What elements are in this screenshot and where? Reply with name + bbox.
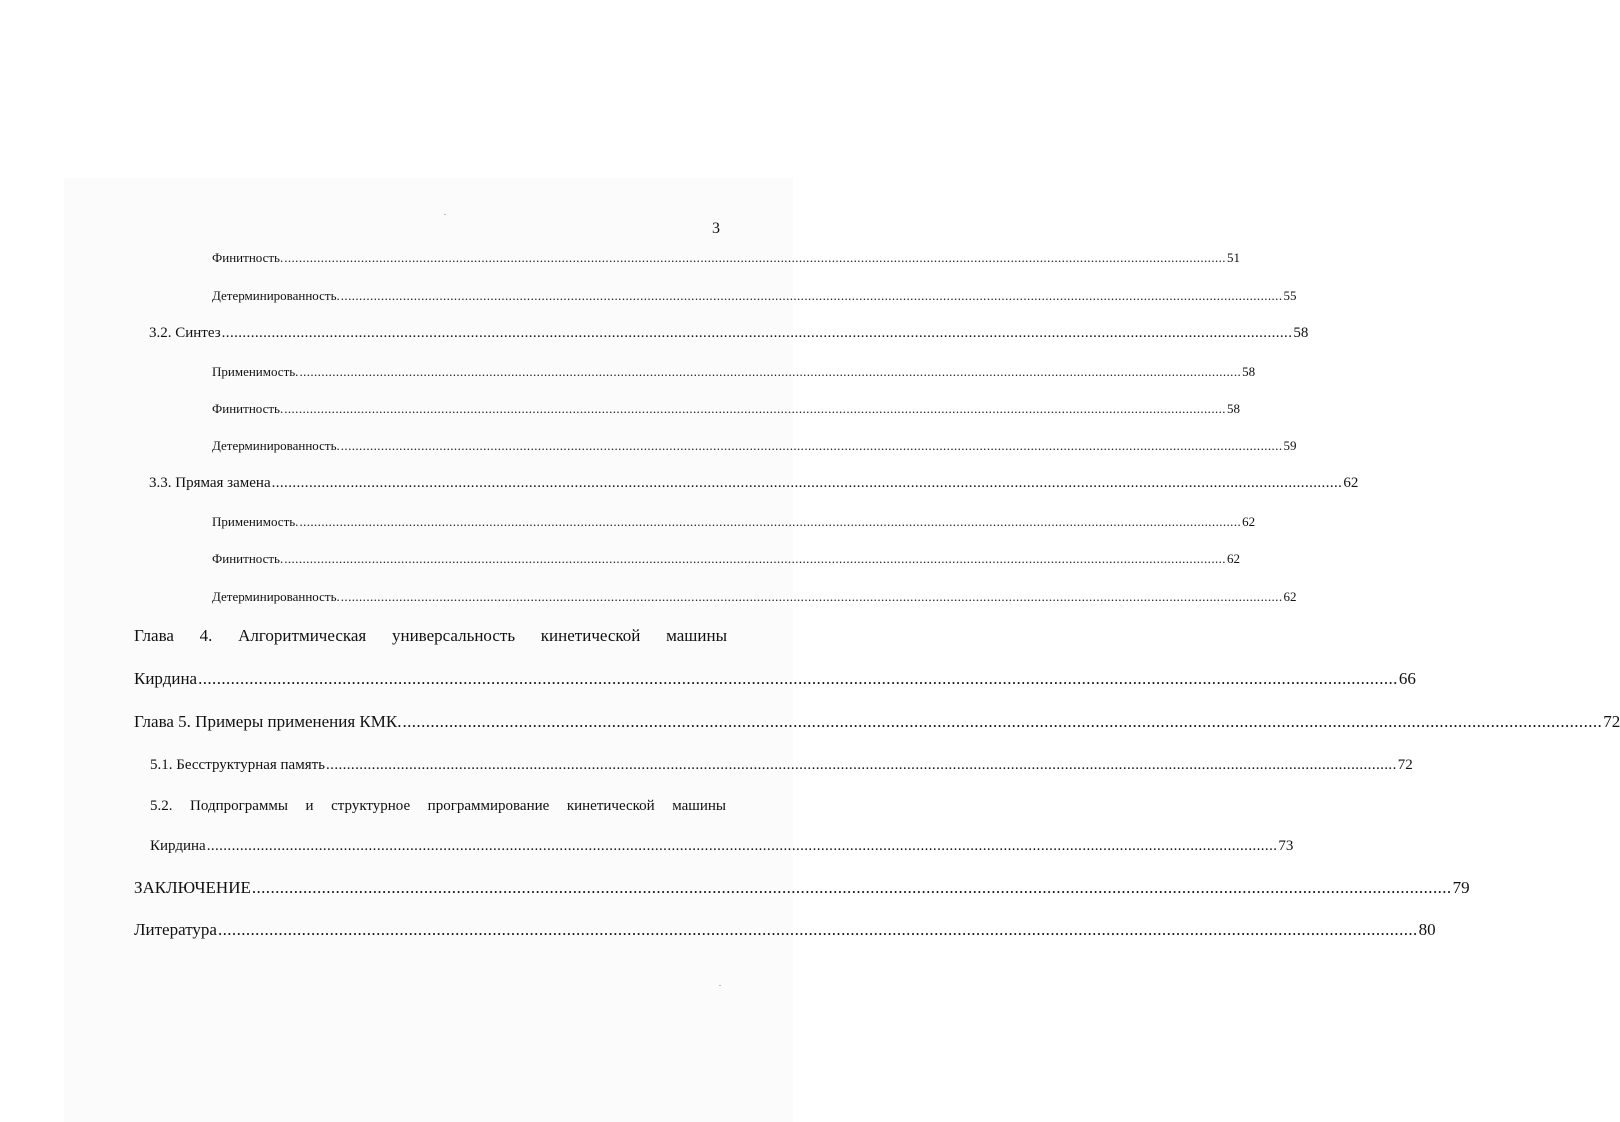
toc-entry-page: 80	[1418, 920, 1436, 939]
toc-entry	[212, 436, 1297, 456]
toc-entry-page: 51	[1226, 250, 1240, 265]
toc-entry-label: Глава 5. Примеры применения КМК.	[134, 712, 402, 731]
toc-entry	[150, 836, 1294, 856]
toc-entry-page: 62	[1226, 551, 1240, 566]
toc-entry-page: 58	[1226, 401, 1240, 416]
toc-entry-page: 72	[1603, 712, 1620, 731]
toc-entry-label: Кирдина	[134, 669, 198, 688]
toc-entry-page: 59	[1283, 438, 1297, 453]
toc-entry-label: Финитность.	[212, 250, 284, 265]
toc-entry	[134, 712, 1620, 732]
toc-entry	[212, 362, 1256, 382]
toc-entry-label: Детерминированность.	[212, 438, 340, 453]
toc-entry-page: 66	[1398, 669, 1416, 688]
dot-leader: ..................................................................................................................................................................................................................................................................	[206, 838, 1278, 854]
scanned-page-area	[64, 178, 793, 1122]
toc-entry-label: 3.2. Синтез	[149, 325, 221, 341]
dot-leader: ..................................................................................................................................................................................................................................................................	[221, 325, 1293, 341]
toc-entry-label: Детерминированность.	[212, 589, 340, 604]
dot-leader: ..................................................................................................................................................................................................................................................................	[340, 288, 1283, 303]
dot-leader: ..................................................................................................................................................................................................................................................................	[217, 920, 1418, 939]
dot-leader: ..................................................................................................................................................................................................................................................................	[299, 514, 1242, 529]
toc-entry-label: Применимость.	[212, 514, 299, 529]
toc-entry-heading-line: Глава 4. Алгоритмическая универсальность кинетической машины	[134, 626, 727, 645]
toc-entry-page: 55	[1283, 288, 1297, 303]
toc-entry-label: Финитность.	[212, 401, 284, 416]
toc-entry	[134, 920, 1436, 940]
scan-speck	[719, 985, 721, 986]
toc-entry	[212, 399, 1240, 419]
toc-entry-label: Финитность.	[212, 551, 284, 566]
toc-entry-label: Применимость.	[212, 364, 299, 379]
toc-entry	[212, 549, 1240, 569]
toc-entry-label: 5.1. Бесструктурная память	[150, 757, 326, 773]
toc-entry	[134, 878, 1470, 898]
toc-entry	[212, 512, 1256, 532]
dot-leader: ..................................................................................................................................................................................................................................................................	[284, 250, 1226, 265]
toc-entry	[149, 473, 1359, 493]
dot-leader: ..................................................................................................................................................................................................................................................................	[340, 589, 1283, 604]
dot-leader: ..................................................................................................................................................................................................................................................................	[271, 475, 1343, 491]
toc-entry-page: 62	[1283, 589, 1297, 604]
toc-entry	[149, 323, 1309, 343]
toc-entry-page: 62	[1343, 475, 1359, 491]
toc-entry-label: Литература	[134, 920, 217, 939]
toc-entry-page: 73	[1278, 838, 1294, 854]
toc-entry-label: ЗАКЛЮЧЕНИЕ	[134, 878, 251, 897]
toc-entry	[134, 669, 1416, 689]
dot-leader: ..................................................................................................................................................................................................................................................................	[402, 712, 1603, 731]
toc-entry-label: 3.3. Прямая замена	[149, 475, 271, 491]
toc-entry-page: 58	[1242, 364, 1256, 379]
toc-entry-heading-line: 5.2. Подпрограммы и структурное программирование кинетической машины	[150, 798, 726, 814]
page-number: 3	[712, 220, 720, 237]
toc-entry	[212, 248, 1240, 268]
dot-leader: ..................................................................................................................................................................................................................................................................	[326, 757, 1397, 773]
toc-entry	[212, 587, 1297, 607]
dot-leader: ..................................................................................................................................................................................................................................................................	[251, 878, 1452, 897]
dot-leader: ..................................................................................................................................................................................................................................................................	[340, 438, 1283, 453]
toc-entry	[212, 286, 1297, 306]
toc-entry-page: 79	[1452, 878, 1470, 897]
scan-speck	[444, 214, 446, 215]
toc-entry-page: 58	[1293, 325, 1309, 341]
toc-entry	[150, 755, 1413, 775]
dot-leader: ..................................................................................................................................................................................................................................................................	[198, 669, 1398, 688]
dot-leader: ..................................................................................................................................................................................................................................................................	[284, 401, 1226, 416]
toc-entry-label: Детерминированность.	[212, 288, 340, 303]
toc-entry-page: 72	[1397, 757, 1413, 773]
dot-leader: ..................................................................................................................................................................................................................................................................	[284, 551, 1226, 566]
toc-entry-label: Кирдина	[150, 838, 206, 854]
dot-leader: ..................................................................................................................................................................................................................................................................	[299, 364, 1242, 379]
toc-entry-page: 62	[1242, 514, 1256, 529]
